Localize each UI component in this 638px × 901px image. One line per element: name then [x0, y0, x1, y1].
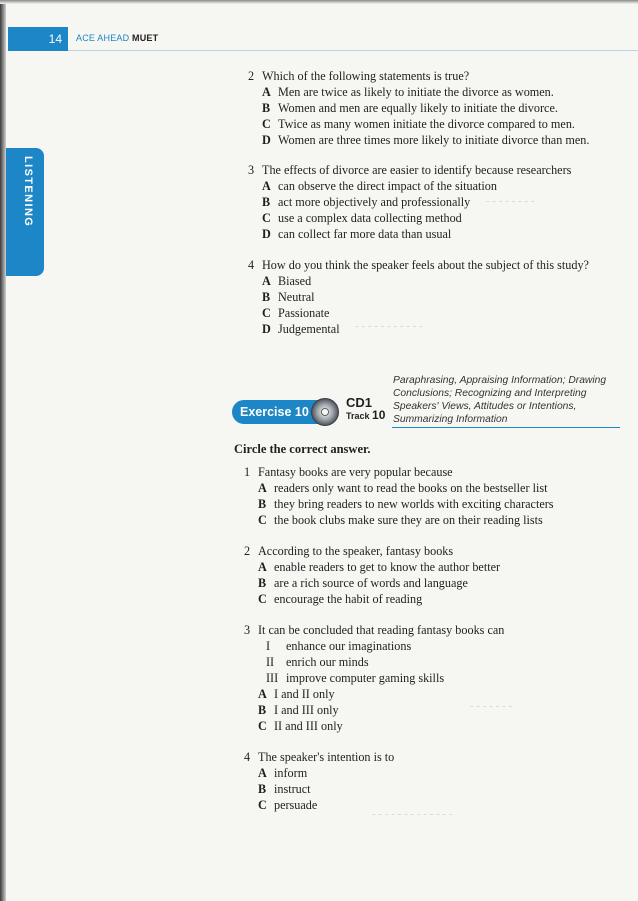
option-d[interactable]: D Women are three times more likely to initiate divorce than men. — [262, 133, 590, 147]
option-b[interactable]: B instruct — [258, 782, 311, 796]
option-c[interactable]: C Passionate — [262, 306, 330, 320]
cd-number: CD1 — [346, 395, 373, 410]
question-stem — [248, 162, 571, 178]
section-tab-listening — [6, 148, 44, 276]
question-2 — [248, 68, 589, 148]
option-a[interactable]: A enable readers to get to know the author better — [258, 560, 501, 574]
exercise-instruction: Circle the correct answer. — [234, 442, 371, 456]
running-head — [76, 33, 158, 43]
question-text: The speaker's intention is to — [258, 750, 395, 764]
option-d[interactable]: D can collect far more data than usual — [262, 227, 452, 241]
question-number: 4 — [244, 750, 251, 764]
exercise-question-2 — [244, 543, 500, 607]
question-stem — [248, 257, 589, 273]
option-b[interactable]: B Neutral — [262, 290, 315, 304]
option-b[interactable]: B they bring readers to new worlds with exciting characters — [258, 497, 554, 511]
exercise-divider — [392, 427, 620, 428]
show-through-text: - - - - - - - — [470, 700, 513, 712]
exercise-question-1 — [244, 464, 554, 528]
show-through-text: - - - - - - - - - - - — [355, 320, 423, 332]
question-stem — [244, 622, 504, 638]
cd-icon — [310, 397, 340, 427]
question-number: 1 — [244, 465, 251, 479]
question-stem — [248, 68, 589, 84]
question-text: Fantasy books are very popular because — [258, 465, 453, 479]
option-b[interactable]: B are a rich source of words and language — [258, 576, 468, 590]
question-number: 2 — [244, 544, 251, 558]
question-text: How do you think the speaker feels about the subject of this study? — [262, 258, 589, 272]
option-a[interactable]: A inform — [258, 766, 308, 780]
question-text: The effects of divorce are easier to identify because researchers — [262, 163, 572, 177]
option-c[interactable]: C persuade — [258, 798, 318, 812]
statement-iii: III improve computer gaming skills — [266, 671, 445, 685]
question-text: It can be concluded that reading fantasy books can — [258, 623, 505, 637]
option-a[interactable]: A Biased — [262, 274, 312, 288]
option-a[interactable]: A readers only want to read the books on the bestseller list — [258, 481, 548, 495]
scan-shadow-top — [0, 0, 638, 4]
running-head-prefix: ACE AHEAD — [76, 33, 130, 43]
question-stem — [244, 543, 500, 559]
show-through-text: - - - - - - - - — [486, 195, 535, 207]
page-number: 14 — [8, 27, 68, 51]
question-stem — [244, 749, 394, 765]
exercise-skills: Paraphrasing, Appraising Information; Drawing Conclusions; Recognizing and Interpreting Speakers' Views, Attitudes or Intentions, Summarizing Information — [393, 375, 607, 425]
scan-shadow-left — [0, 0, 6, 901]
track-label: Track 10 — [346, 408, 386, 422]
exercise-question-4 — [244, 749, 394, 813]
option-a[interactable]: A can observe the direct impact of the situation — [262, 179, 497, 193]
cd-track-label — [346, 396, 385, 423]
question-number: 2 — [248, 69, 255, 83]
header-divider — [68, 50, 638, 51]
exercise-question-3 — [244, 622, 504, 734]
option-a[interactable]: A Men are twice as likely to initiate the divorce as women. — [262, 85, 554, 99]
option-b[interactable]: B I and III only — [258, 703, 339, 717]
option-c[interactable]: C use a complex data collecting method — [262, 211, 462, 225]
show-through-text: - - - - - - - - - - - - - — [372, 808, 453, 820]
exercise-label: Exercise 10 — [232, 400, 320, 424]
option-c[interactable]: C encourage the habit of reading — [258, 592, 423, 606]
question-number: 4 — [248, 258, 255, 272]
question-text: Which of the following statements is true? — [262, 69, 470, 83]
section-tab-label: LISTENING — [22, 156, 34, 228]
option-b[interactable]: B act more objectively and professionally — [262, 195, 471, 209]
option-d[interactable]: D Judgemental — [262, 322, 340, 336]
statement-i: I enhance our imaginations — [266, 639, 412, 653]
question-stem — [244, 464, 554, 480]
running-head-title: MUET — [132, 33, 159, 43]
option-b[interactable]: B Women and men are equally likely to initiate the divorce. — [262, 101, 558, 115]
option-c[interactable]: C II and III only — [258, 719, 343, 733]
statement-ii: II enrich our minds — [266, 655, 369, 669]
option-c[interactable]: C Twice as many women initiate the divorce compared to men. — [262, 117, 575, 131]
option-a[interactable]: A I and II only — [258, 687, 335, 701]
option-c[interactable]: C the book clubs make sure they are on their reading lists — [258, 513, 543, 527]
question-text: According to the speaker, fantasy books — [258, 544, 454, 558]
question-number: 3 — [244, 623, 251, 637]
question-number: 3 — [248, 163, 255, 177]
